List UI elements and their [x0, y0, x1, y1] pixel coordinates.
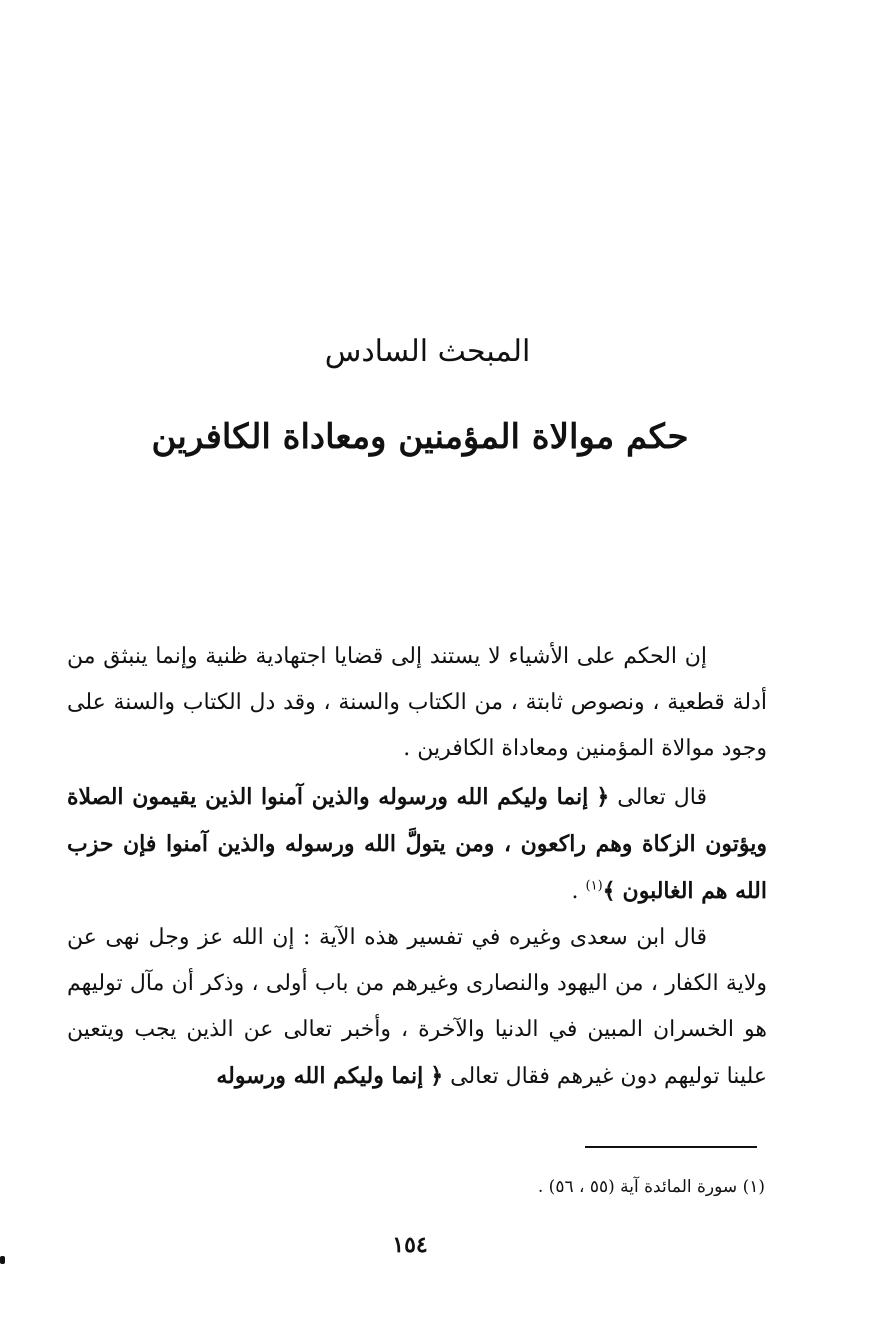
section-label: المبحث السادس [324, 334, 531, 369]
quran-verse-partial: إنما وليكم الله ورسوله [216, 1063, 424, 1089]
footnote: (١) سورة المائدة آية (٥٥ ، ٥٦) . [537, 1177, 765, 1197]
scan-mark [0, 1256, 5, 1264]
section-title: حكم موالاة المؤمنين ومعاداة الكافرين [151, 417, 689, 457]
paragraph-verse [67, 774, 767, 915]
footnote-divider [585, 1146, 757, 1148]
quran-open-bracket: ﴿ [596, 784, 610, 810]
verse-end-mark: . [571, 879, 579, 904]
quran-open-bracket: ﴿ [430, 1063, 444, 1089]
footnote-reference: (١) [585, 878, 603, 894]
verse-intro: قال تعالى [617, 785, 707, 810]
paragraph-intro-text: إن الحكم على الأشياء لا يستند إلى قضايا اجتهادية ظنية وإنما ينبثق من أدلة قطعية ، ونصوص ثابتة ، من الكتاب والسنة ، وقد دل الكتاب والسنة على وجود موالاة المؤمنين ومعاداة الكافرين . [67, 644, 767, 761]
quran-verse: إنما وليكم الله ورسوله والذين آمنوا الذين يقيمون الصلاة ويؤتون الزكاة وهم راكعون ، ومن يتولَّ الله ورسوله والذين آمنوا فإن حزب الله هم الغالبون [67, 784, 767, 904]
commentary-text: قال ابن سعدى وغيره في تفسير هذه الآية : إن الله عز وجل نهى عن ولاية الكفار ، من اليهود والنصارى وغيرهم من باب أولى ، وذكر أن مآل توليهم هو الخسران المبين في الدنيا والآخرة ، وأخبر تعالى عن الذين يجب ويتعين علينا توليهم دون غيرهم فقال تعالى [67, 925, 767, 1089]
quran-close-bracket: ﴾ [602, 878, 616, 904]
paragraph-intro [67, 634, 767, 772]
page-number: ١٥٤ [392, 1232, 428, 1258]
paragraph-commentary [67, 915, 767, 1100]
